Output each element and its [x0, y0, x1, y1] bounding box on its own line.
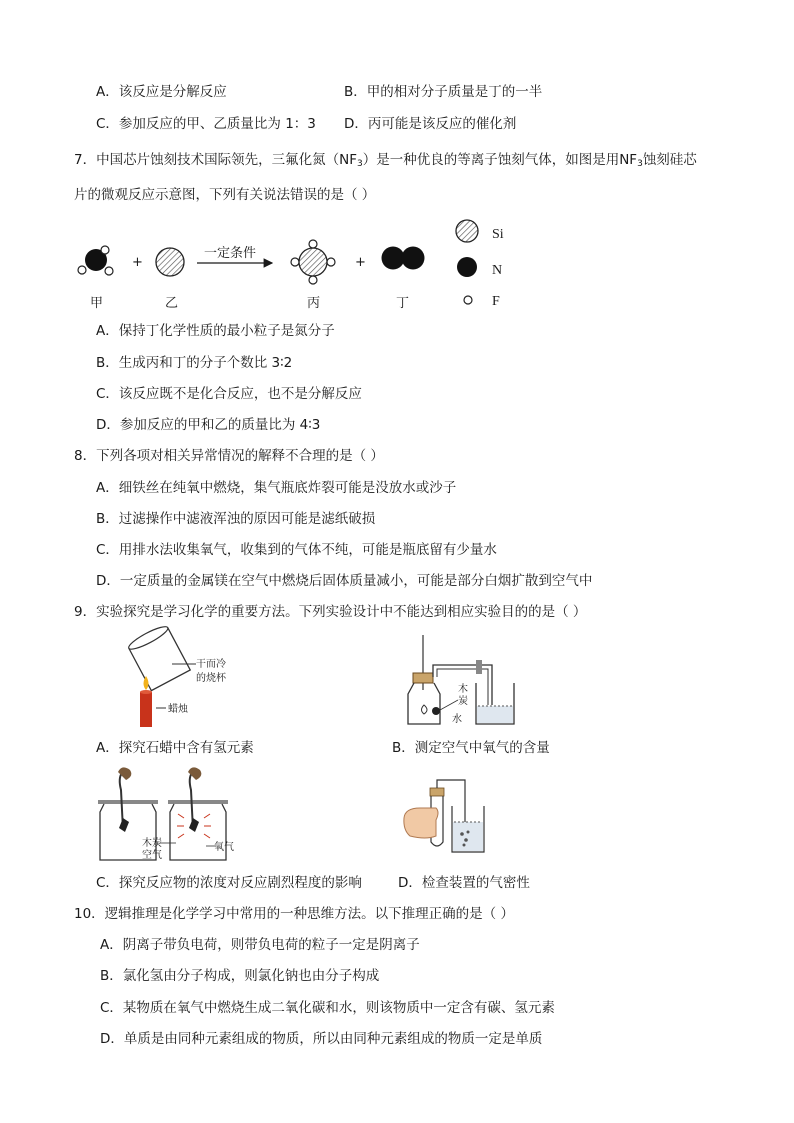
q8-option-b: B．过滤操作中滤液浑浊的原因可能是滤纸破损 [96, 511, 376, 527]
legend-n: N [492, 263, 503, 278]
q7-stem-line1: 7．中国芯片蚀刻技术国际领先，三氟化氮$(NF_3)$是一种优良的等离子蚀刻气体，如图是用$NF_3$蚀刻硅芯 [74, 152, 697, 169]
figure-d-airtight-check [404, 780, 484, 852]
q7-option-c: C．该反应既不是化合反应，也不是分解反应 [96, 386, 362, 402]
fig-c-oxygen-label: 氧气 [214, 842, 234, 853]
fig-c-air-label: 空气 [142, 850, 162, 861]
legend-f: F [492, 294, 500, 309]
q8-option-d: D．一定质量的金属镁在空气中燃烧后固体质量减小，可能是部分白烟扩散到空气中 [96, 573, 593, 589]
q10-option-c: C．某物质在氧气中燃烧生成二氧化碳和水，则该物质中一定含有碳、氢元素 [100, 1000, 555, 1016]
reaction-condition: 一定条件 [204, 246, 257, 261]
label-bing: 丙 [307, 296, 321, 311]
q6-option-d: D．丙可能是该反应的催化剂 [344, 116, 517, 132]
fig-a-beaker-label-1: 干而冷 [196, 659, 226, 670]
plus-sign-1: + [132, 255, 143, 270]
fig-a-beaker-label-2: 的烧杯 [196, 673, 226, 684]
figure-a-candle-beaker [126, 623, 227, 727]
label-yi: 乙 [165, 296, 179, 311]
q6-option-b: B．甲的相对分子质量是丁的一半 [344, 84, 543, 100]
q10-option-d: D．单质是由同种元素组成的物质，所以由同种元素组成的物质一定是单质 [100, 1031, 543, 1047]
figure-c-two-bottles [98, 767, 234, 861]
q10-stem: 10．逻辑推理是化学学习中常用的一种思维方法。以下推理正确的是（ ） [74, 906, 514, 922]
q10-option-b: B．氯化氢由分子构成，则氯化钠也由分子构成 [100, 968, 380, 984]
fig-c-charcoal-label: 木炭 [142, 838, 162, 849]
fig-a-candle-label: 蜡烛 [168, 704, 188, 715]
q7-stem-line2: 片的微观反应示意图，下列有关说法错误的是（ ） [74, 187, 376, 203]
q9-option-c: C．探究反应物的浓度对反应剧烈程度的影响 [96, 875, 362, 891]
label-jia: 甲 [90, 296, 104, 311]
legend-si: Si [492, 227, 504, 242]
q7-option-d: D．参加反应的甲和乙的质量比为 4∶3 [96, 417, 321, 433]
q8-option-c: C．用排水法收集氧气，收集到的气体不纯，可能是瓶底留有少量水 [96, 542, 497, 558]
q9-stem: 9．实验探究是学习化学的重要方法。下列实验设计中不能达到相应实验目的的是（ ） [74, 604, 587, 620]
label-ding: 丁 [396, 296, 410, 311]
q6-option-c: C．参加反应的甲、乙质量比为 1：3 [96, 116, 316, 132]
fig-b-water-label: 水 [452, 714, 462, 725]
q6-option-a: A．该反应是分解反应 [96, 84, 227, 100]
fig-b-charcoal-label-2: 炭 [458, 696, 468, 707]
plus-sign-2: + [355, 255, 366, 270]
q9-option-b: B．测定空气中氧气的含量 [392, 740, 550, 756]
q7-option-a: A．保持丁化学性质的最小粒子是氮分子 [96, 323, 335, 339]
q8-option-a: A．细铁丝在纯氧中燃烧，集气瓶底炸裂可能是没放水或沙子 [96, 480, 457, 496]
q7-option-b: B．生成丙和丁的分子个数比 3∶2 [96, 355, 293, 371]
q9-option-d: D．检查装置的气密性 [398, 875, 530, 891]
q10-option-a: A．阴离子带负电荷，则带负电荷的粒子一定是阴离子 [100, 937, 420, 953]
q8-stem: 8．下列各项对相关异常情况的解释不合理的是（ ） [74, 448, 384, 464]
fig-b-charcoal-label-1: 木 [458, 684, 468, 695]
figure-b-oxygen-apparatus [408, 635, 514, 725]
q9-option-a: A．探究石蜡中含有氢元素 [96, 740, 254, 756]
